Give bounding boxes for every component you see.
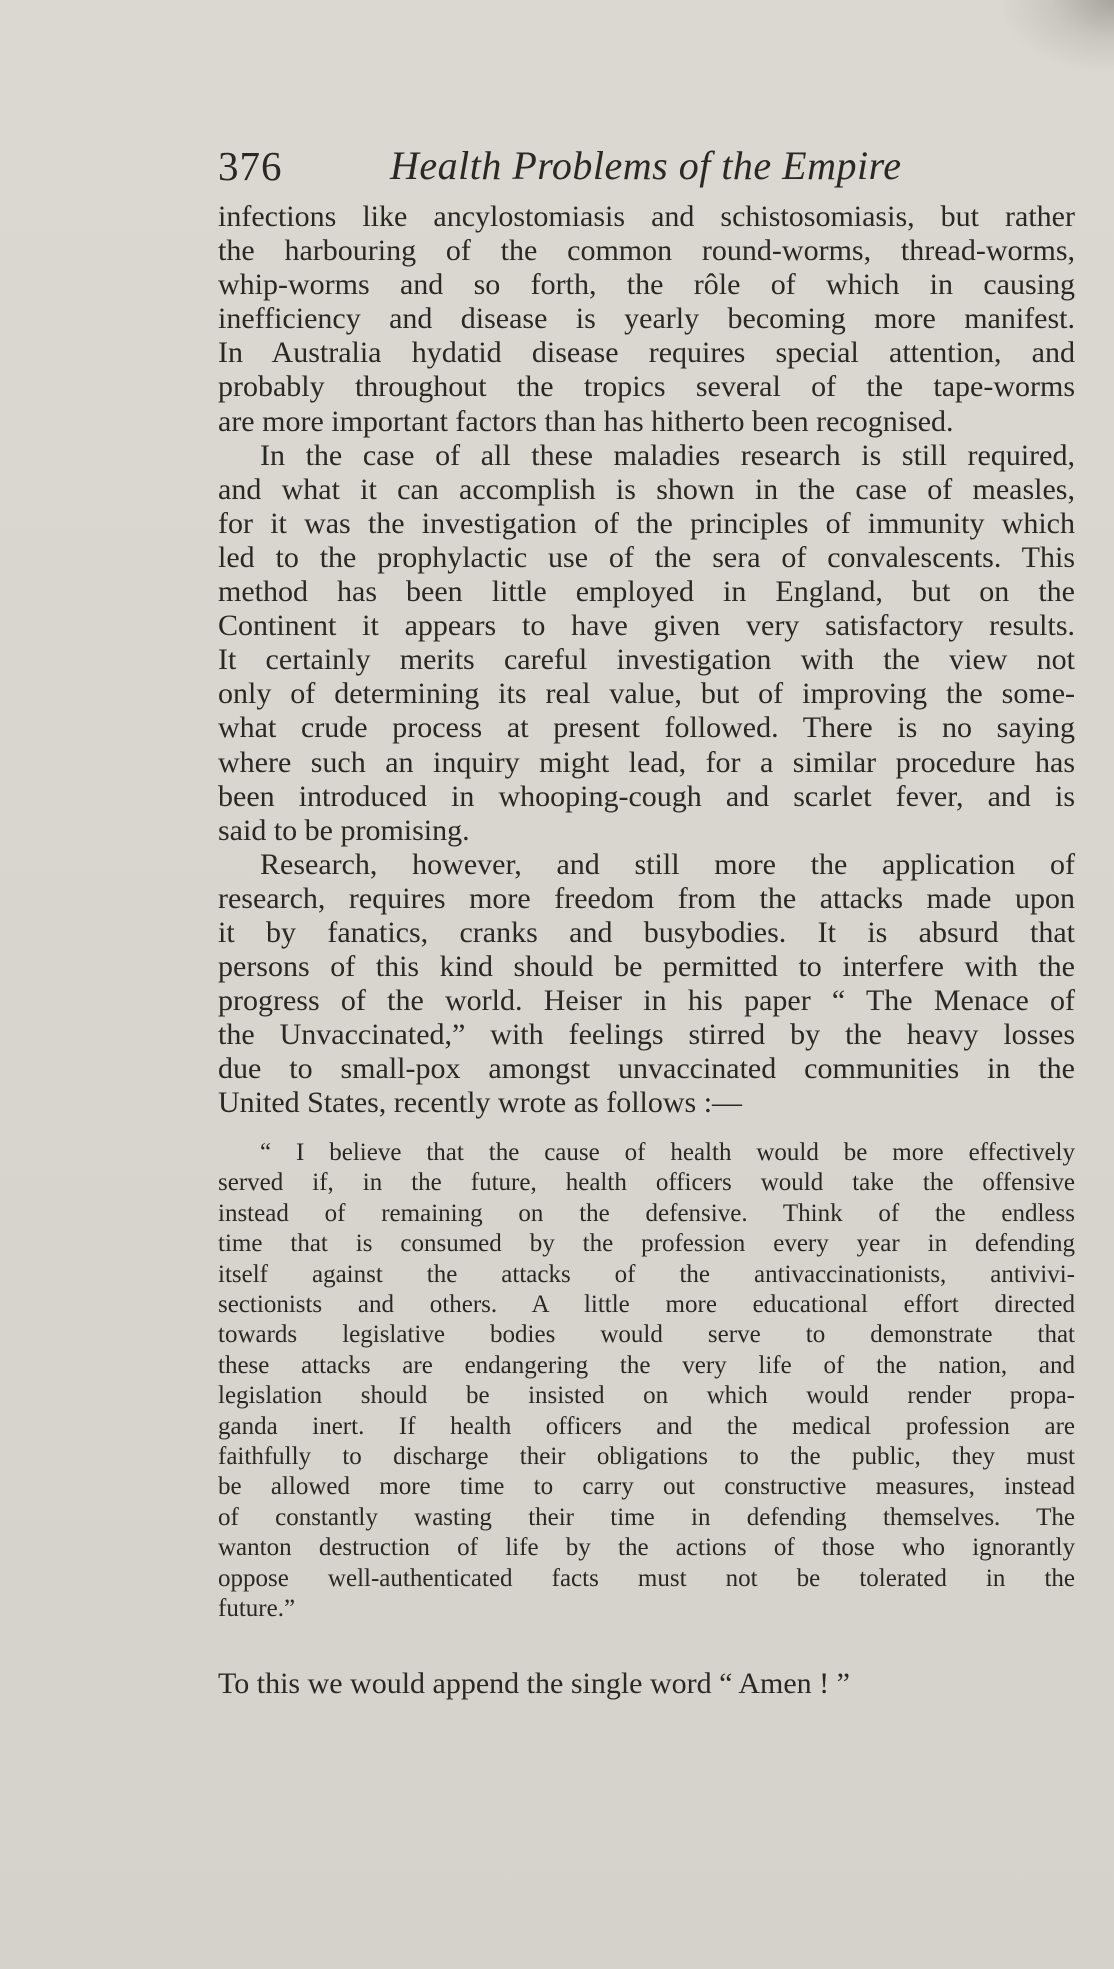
text-line: probably throughout the tropics several of the tape-worms — [218, 370, 1075, 404]
quote-line: instead of remaining on the defensive. Think of the endless — [218, 1199, 1075, 1227]
closing-line: To this we would append the single word “ Amen ! ” — [218, 1667, 850, 1700]
text-line: it by fanatics, cranks and busybodies. It is absurd that — [218, 915, 1075, 949]
quote-line: of constantly wasting their time in defending themselves. The — [218, 1503, 1075, 1531]
text-line: only of determining its real value, but of improving the some- — [218, 677, 1075, 711]
quote-line: legislation should be insisted on which would render propa- — [218, 1382, 1075, 1410]
text-line: been introduced in whooping-cough and scarlet fever, and is — [218, 779, 1075, 813]
quote-line: oppose well-authenticated facts must not be tolerated in the — [218, 1564, 1075, 1592]
quote-line: “ I believe that the cause of health would be more effectively — [260, 1139, 1075, 1166]
text-line: whip-worms and so forth, the rôle of which in causing — [218, 268, 1075, 302]
text-line: United States, recently wrote as follows :— — [218, 1086, 743, 1120]
body-text — [218, 200, 1075, 1121]
text-line: the harbouring of the common round-worms, thread-worms, — [218, 234, 1075, 268]
text-line: and what it can accomplish is shown in the case of measles, — [218, 472, 1075, 506]
quote-line: these attacks are endangering the very life of the nation, and — [218, 1351, 1075, 1379]
quote-line: be allowed more time to carry out constructive measures, instead — [218, 1473, 1075, 1501]
page-corner-shadow — [1004, 0, 1114, 70]
text-line: It certainly merits careful investigation with the view not — [218, 643, 1075, 677]
text-line: are more important factors than has hitherto been recognised. — [218, 404, 954, 438]
text-line: Continent it appears to have given very satisfactory results. — [218, 609, 1075, 643]
quote-line: ganda inert. If health officers and the medical profession are — [218, 1412, 1075, 1440]
quote-line: future.” — [218, 1595, 296, 1623]
quote-line: wanton destruction of life by the actions of those who ignorantly — [218, 1534, 1075, 1562]
running-header — [218, 138, 1078, 194]
text-line: where such an inquiry might lead, for a similar procedure has — [218, 745, 1075, 779]
text-line: said to be promising. — [218, 813, 470, 847]
text-line: inefficiency and disease is yearly becoming more manifest. — [218, 302, 1075, 336]
quote-line: faithfully to discharge their obligations to the public, they must — [218, 1443, 1075, 1471]
text-line: progress of the world. Heiser in his paper “ The Menace of — [218, 984, 1075, 1018]
text-line: persons of this kind should be permitted to interfere with the — [218, 950, 1075, 984]
text-line: In Australia hydatid disease requires special attention, and — [218, 336, 1075, 370]
text-line: research, requires more freedom from the attacks made upon — [218, 881, 1075, 915]
text-line: In the case of all these maladies research is still required, — [260, 438, 1075, 472]
text-line: led to the prophylactic use of the sera of convalescents. This — [218, 540, 1075, 574]
text-line: infections like ancylostomiasis and schistosomiasis, but rather — [218, 200, 1075, 233]
quote-line: towards legislative bodies would serve to demonstrate that — [218, 1321, 1075, 1349]
page-number: 376 — [218, 143, 283, 189]
block-quote — [218, 1138, 1075, 1625]
text-line: the Unvaccinated,” with feelings stirred by the heavy losses — [218, 1018, 1075, 1052]
quote-line: time that is consumed by the profession every year in defending — [218, 1230, 1075, 1258]
quote-line: itself against the attacks of the antivaccinationists, antivivi- — [218, 1260, 1075, 1288]
quote-line: sectionists and others. A little more educational effort directed — [218, 1291, 1075, 1319]
text-line: Research, however, and still more the application of — [260, 847, 1075, 881]
text-line: what crude process at present followed. There is no saying — [218, 711, 1075, 745]
text-line: due to small-pox amongst unvaccinated communities in the — [218, 1052, 1075, 1086]
text-line: method has been little employed in England, but on the — [218, 575, 1075, 609]
running-title: Health Problems of the Empire — [390, 143, 902, 188]
quote-line: served if, in the future, health officers would take the offensive — [218, 1169, 1075, 1197]
text-line: for it was the investigation of the principles of immunity which — [218, 506, 1075, 540]
